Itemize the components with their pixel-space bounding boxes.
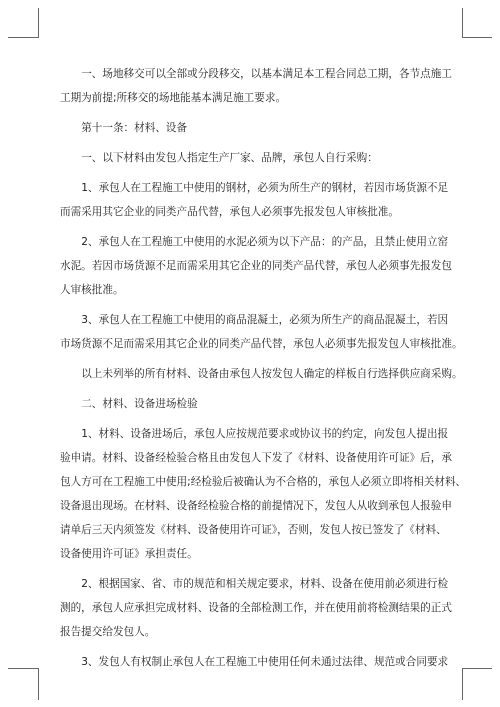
paragraph — [60, 422, 467, 566]
paragraph — [60, 116, 446, 140]
text-line: 1、材料、设备进场后，承包人应按规范要求或协议书的约定，向发包人提出报 — [81, 428, 449, 440]
text-line: 一、场地移交可以全部或分段移交，以基本满足本工程合同总工期，各节点施工 — [81, 68, 452, 80]
document-body — [60, 62, 467, 680]
crop-mark-top-right — [462, 8, 463, 38]
paragraph — [60, 146, 446, 170]
text-line: 测的，承包人应承担完成材料、设备的全部检测工作，并在使用前将检测结果的正式 — [60, 602, 452, 614]
paragraph — [60, 176, 449, 224]
crop-mark-bottom-right — [462, 668, 492, 669]
text-line: 一、以下材料由发包人指定生产厂家、品牌，承包人自行采购： — [81, 152, 378, 164]
paragraph — [60, 572, 452, 644]
text-line: 3、承包人在工程施工中使用的商品混凝土，必须为所生产的商品混凝土，若因 — [81, 314, 449, 326]
text-line: 市场货源不足而需采用其它企业的同类产品代替，承包人必须事先报发包人审核批准。 — [60, 338, 463, 350]
crop-mark-bottom-left — [8, 668, 38, 669]
text-line: 工期为前提;所移交的场地能基本满足施工要求。 — [60, 92, 287, 104]
crop-mark-bottom-right — [462, 668, 463, 700]
text-line: 水泥。若因市场货源不足而需采用其它企业的同类产品代替，承包人必须事先报发包 — [60, 260, 452, 272]
paragraph — [60, 308, 463, 356]
text-line: 1、承包人在工程施工中使用的钢材，必须为所生产的钢材，若因市场货源不足 — [81, 182, 449, 194]
text-line: 2、承包人在工程施工中使用的水泥必须为以下产品：的产品，且禁止使用立窑 — [81, 236, 449, 248]
paragraph — [60, 362, 463, 386]
text-line: 二、材料、设备进场检验 — [81, 398, 198, 410]
text-line: 设备退出现场。在材料、设备经检验合格的前提情况下，发包人从收到承包人报验申 — [60, 500, 452, 512]
text-line: 第十一条：材料、设备 — [81, 122, 188, 134]
crop-mark-top-right — [462, 37, 492, 38]
text-line: 请单后三天内须签发《材料、设备使用许可证》，否则，发包人按已签发了《材料、 — [60, 524, 447, 536]
text-line: 而需采用其它企业的同类产品代替，承包人必须事先报发包人审核批准。 — [60, 206, 399, 218]
text-line: 3、发包人有权制止承包人在工程施工中使用任何未通过法律、规范或合同要求 — [81, 656, 449, 668]
paragraph — [60, 650, 449, 674]
crop-mark-bottom-left — [38, 668, 39, 700]
text-line: 以上未列举的所有材料、设备由承包人按发包人确定的样板自行选择供应商采购。 — [81, 368, 463, 380]
crop-mark-top-left — [8, 37, 38, 38]
paragraph — [60, 62, 452, 110]
text-line: 验申请。材料、设备经检验合格且由发包人下发了《材料、设备使用许可证》后，承 — [60, 452, 452, 464]
paragraph — [60, 392, 446, 416]
text-line: 报告提交给发包人。 — [60, 626, 156, 638]
text-line: 人审核批准。 — [60, 284, 124, 296]
text-line: 2、根据国家、省、市的规范和相关规定要求，材料、设备在使用前必须进行检 — [81, 578, 449, 590]
text-line: 设备使用许可证》承担责任。 — [60, 548, 198, 560]
text-line: 包人方可在工程施工中使用;经检验后被确认为不合格的，承包人必须立即将相关材料、 — [60, 476, 467, 488]
paragraph — [60, 230, 452, 302]
crop-mark-top-left — [38, 8, 39, 38]
